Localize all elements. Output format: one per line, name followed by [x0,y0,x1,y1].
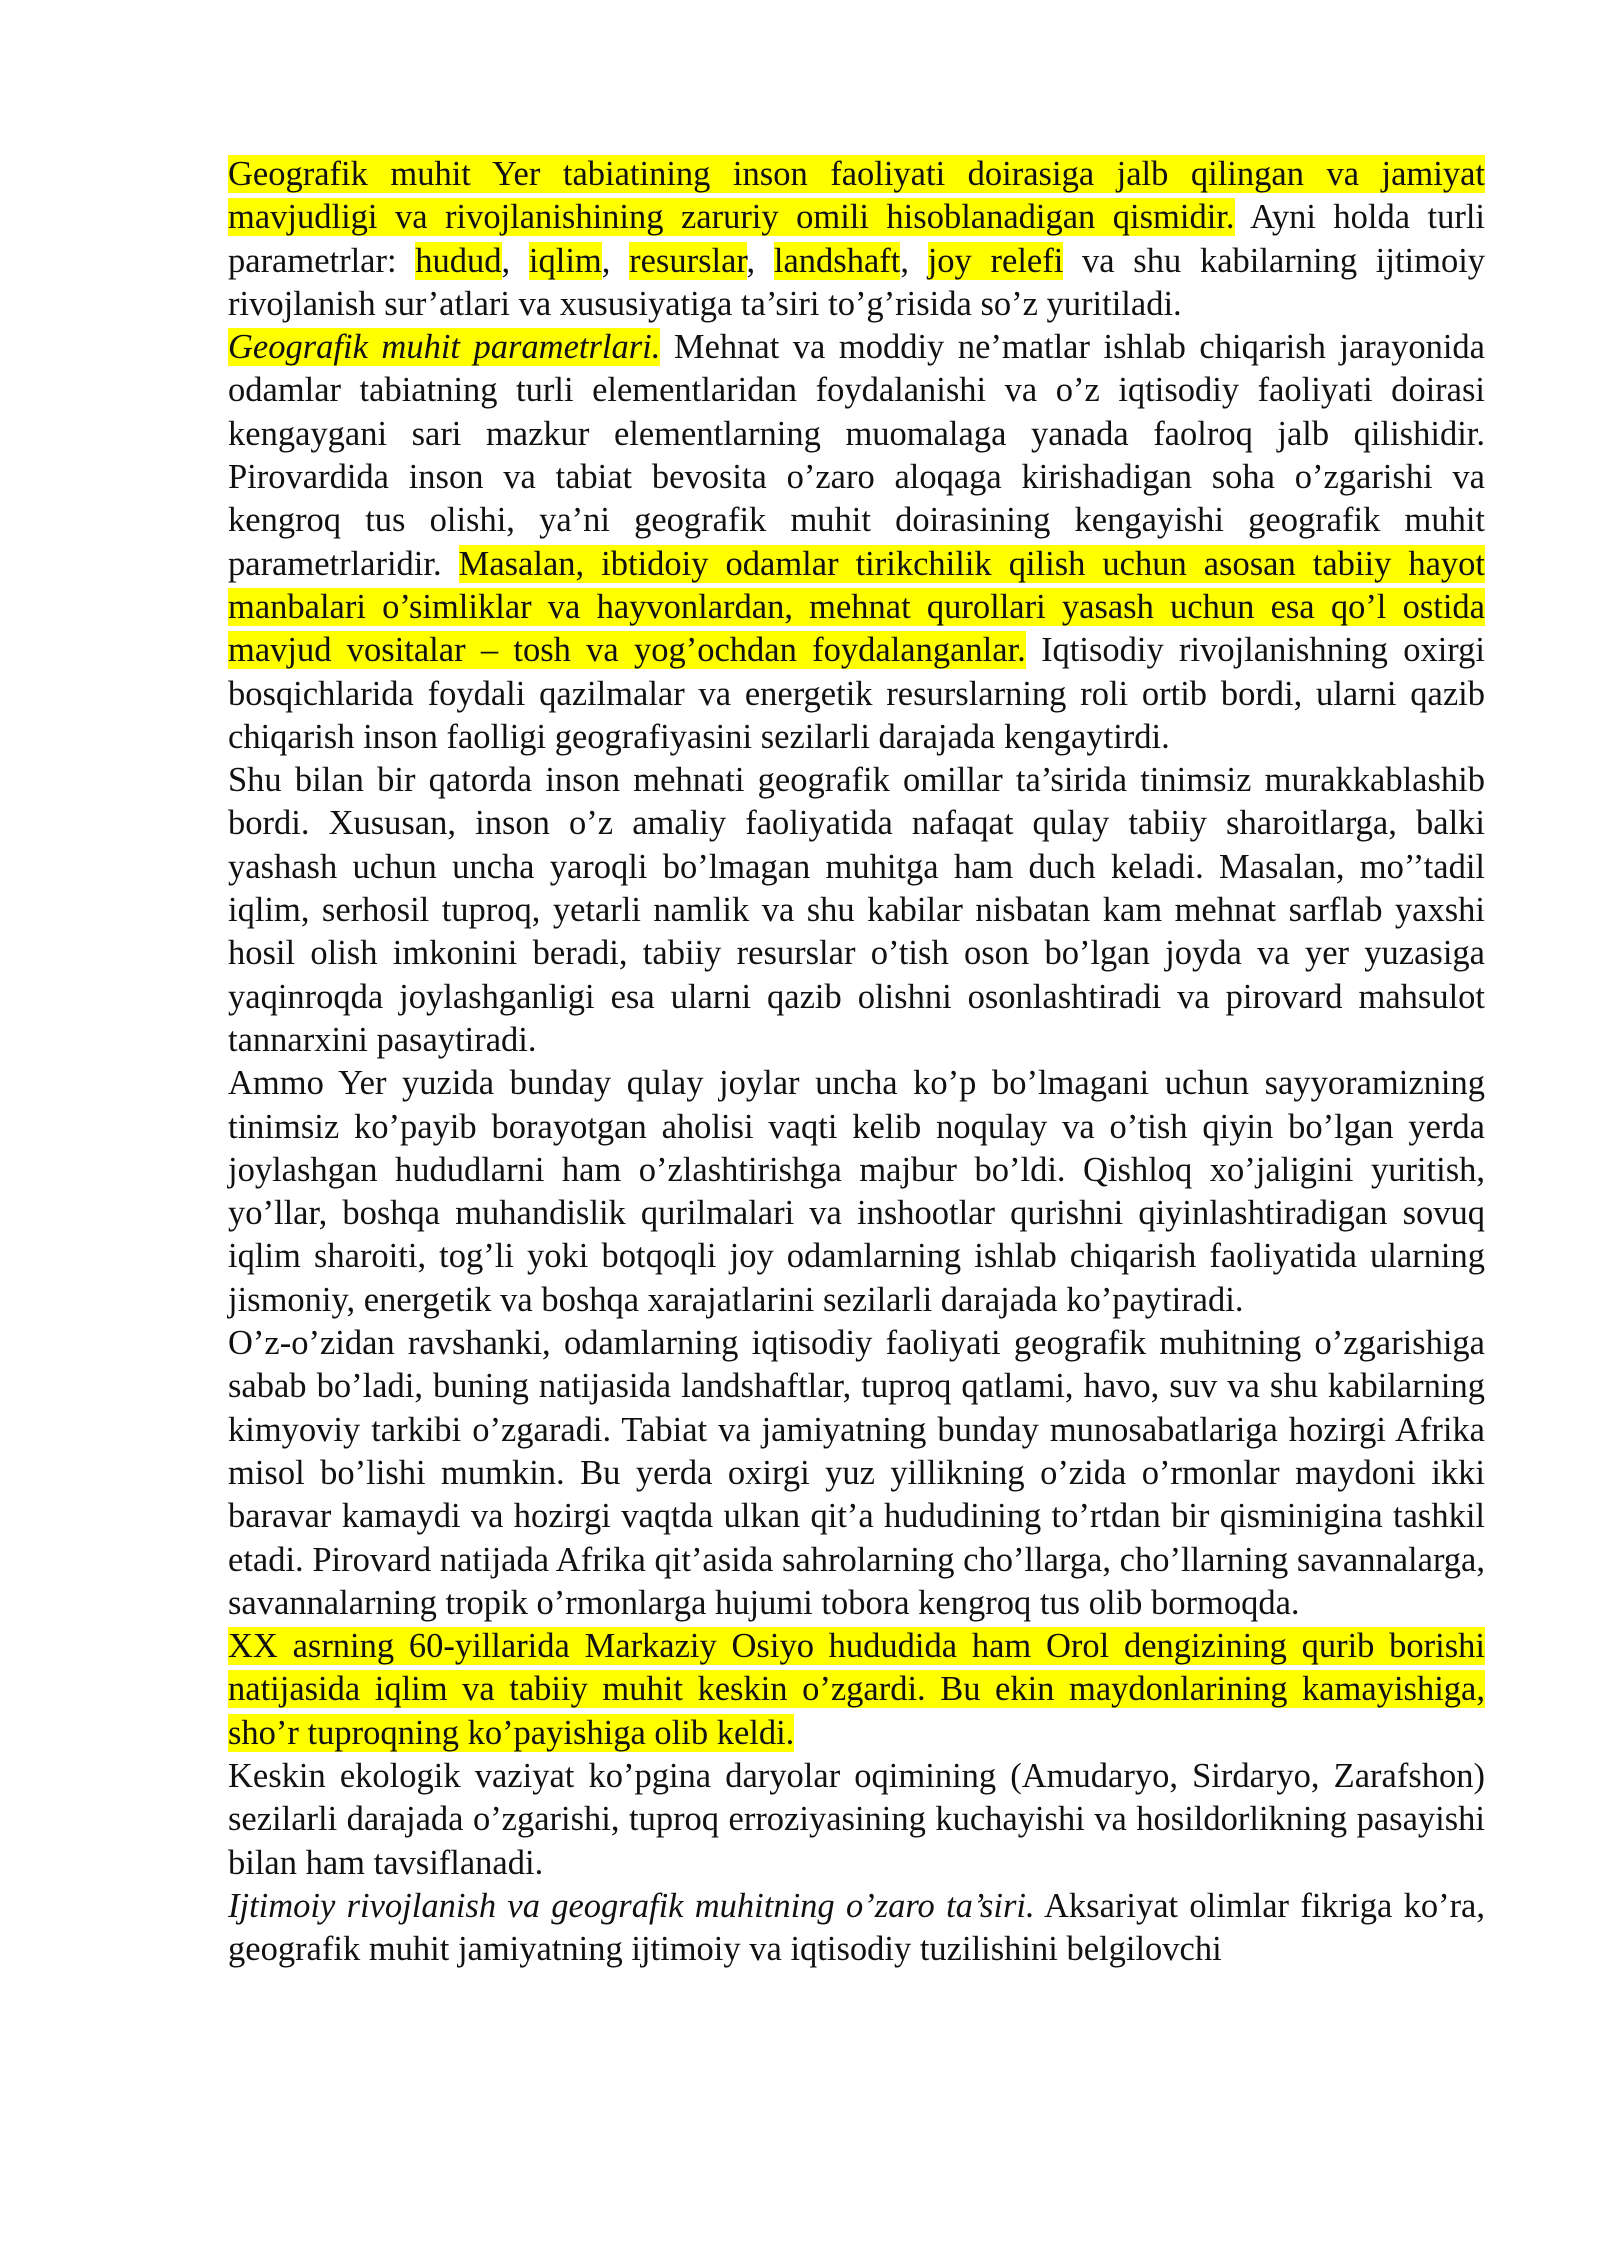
document-page [228,153,1485,1971]
text-span: va shu kabilarning ijtimoiy rivojlanish sur’atlari va xususiyatiga ta’siri to’g’risida so’z yuritiladi. [228,241,1486,323]
section-heading-interaction: Ijtimoiy rivojlanish va geografik muhitning o’zaro ta’siri. [228,1886,1035,1925]
separator: , [900,241,928,280]
highlighted-term-landscape: landshaft [773,241,901,280]
text-span: Aksariyat olimlar fikriga ko’ra, geografik muhit jamiyatning ijtimoiy va iqtisodiy tuzilishini belgilovchi [228,1886,1485,1969]
paragraph-social-development [228,1885,1485,1972]
paragraph-parameters [228,326,1485,759]
paragraph-africa-example: O’z-o’zidan ravshanki, odamlarning iqtisodiy faoliyati geografik muhitning o’zgarishiga sabab bo’ladi, buning natijasida landshaftlar, tuproq qatlami, havo, suv va shu kabilarning kimyoviy tarkibi o’zgaradi. Tabiat va jamiyatning bunday munosabatlariga hozirgi Afrika misol bo’lishi mumkin. Bu yerda oxirgi yuz yillikning o’zida o’rmonlar maydoni ikki baravar kamaydi va hozirgi vaqtda ulkan qit’a hududining to’rtdan bir qisminigina tashkil etadi. Pirovard natijada Afrika qit’asida sahrolarning cho’llarga, cho’llarning savannalarga, savannalarning tropik o’rmonlarga hujumi tobora kengroq tus olib bormoqda. [228,1324,1485,1622]
highlighted-aral-sea: XX asrning 60-yillarida Markaziy Osiyo hududida ham Orol dengizining qurib borishi natijasida iqlim va tabiiy muhit keskin o’zgardi. Bu ekin maydonlarining kamayishiga, sho’r tuproqning ko’payishiga olib keldi. [228,1627,1485,1752]
text-span: Iqtisodiy rivojlanishning oxirgi bosqichlarida foydali qazilmalar va energetik resurslarning roli ortib bordi, ularni qazib chiqarish inson faolligi geografiyasini sezilarli darajada kengaytirdi. [228,631,1485,756]
paragraph-unfavorable-lands: Ammo Yer yuzida bunday qulay joylar uncha ko’p bo’lmagani uchun sayyoramizning tinimsiz ko’payib borayotgan aholisi vaqti kelib noqulay va o’tish qiyin bo’lgan yerda joylashgan hududlarni ham o’zlashtirishga majbur bo’ldi. Qishloq xo’jaligini yuritish, yo’llar, boshqa muhandislik qurilmalari va inshootlar qurishni qiyinlashtiradigan sovuq iqlim sharoiti, tog’li yoki botqoqli joy odamlarning ishlab chiqarish faoliyatida ularning jismoniy, energetik va boshqa xarajatlarini sezilarli darajada ko’paytiradi. [228,1064,1485,1319]
paragraph-aral-sea [228,1625,1485,1755]
paragraph-labor-complexity: Shu bilan bir qatorda inson mehnati geografik omillar ta’sirida tinimsiz murakkablashib bordi. Xususan, inson o’z amaliy faoliyatida nafaqat qulay tabiiy sharoitlarga, balki yashash uchun uncha yaroqli bo’lmagan muhitga ham duch keladi. Masalan, mo’’tadil iqlim, serhosil tuproq, yetarli namlik va shu kabilar nisbatan kam mehnat sarflab yaxshi hosil olish imkonini beradi, tabiiy resurslar o’tish oson bo’lgan joyda va yer yuzasiga yaqinroqda joylashganligi esa ularni qazib olishni osonlashtiradi va pirovard mahsulot tannarxini pasaytiradi. [228,761,1485,1059]
text-span: Mehnat va moddiy ne’matlar ishlab chiqarish jarayonida odamlar tabiatning turli elementlaridan foydalanishi va o’z iqtisodiy faoliyati doirasi kengaygani sari mazkur elementlarning muomalaga yanada faolroq jalb qilishidir. Pirovardida inson va tabiat bevosita o’zaro aloqaga kirishadigan soha o’zgarishi va kengroq tus olishi, ya’ni geografik muhit doirasining kengayishi geografik muhit parametrlaridir. [228,328,1485,583]
separator: , [601,241,630,280]
highlighted-term-resources: resurslar [629,241,747,280]
section-heading-parameters: Geografik muhit parametrlari. [228,328,661,367]
highlighted-term-territory: hudud [415,241,502,280]
separator: , [746,241,774,280]
separator: , [501,241,529,280]
highlighted-definition: Geografik muhit Yer tabiatining inson faoliyati doirasiga jalb qilingan va jamiyat mavjudligi va rivojlanishining zaruriy omili hisoblanadigan qismidir. [228,155,1485,237]
paragraph-geographic-environment [228,153,1485,326]
text-span: Ayni holda turli parametrlar: [228,198,1485,280]
paragraph-ecological-situation: Keskin ekologik vaziyat ko’pgina daryolar oqimining (Amudaryo, Sirdaryo, Zarafshon) sezilarli darajada o’zgarishi, tuproq erroziyasining kuchayishi va hosildorlikning pasayishi bilan ham tavsiflanadi. [228,1756,1485,1882]
highlighted-term-relief: joy relefi [927,241,1064,280]
highlighted-term-climate: iqlim [528,241,602,280]
highlighted-example: Masalan, ibtidoiy odamlar tirikchilik qilish uchun asosan tabiiy hayot manbalari o’simliklar va hayvonlardan, mehnat qurollari yasash uchun esa qo’l ostida mavjud vositalar – tosh va yog’ochdan foydalanganlar. [228,544,1485,670]
